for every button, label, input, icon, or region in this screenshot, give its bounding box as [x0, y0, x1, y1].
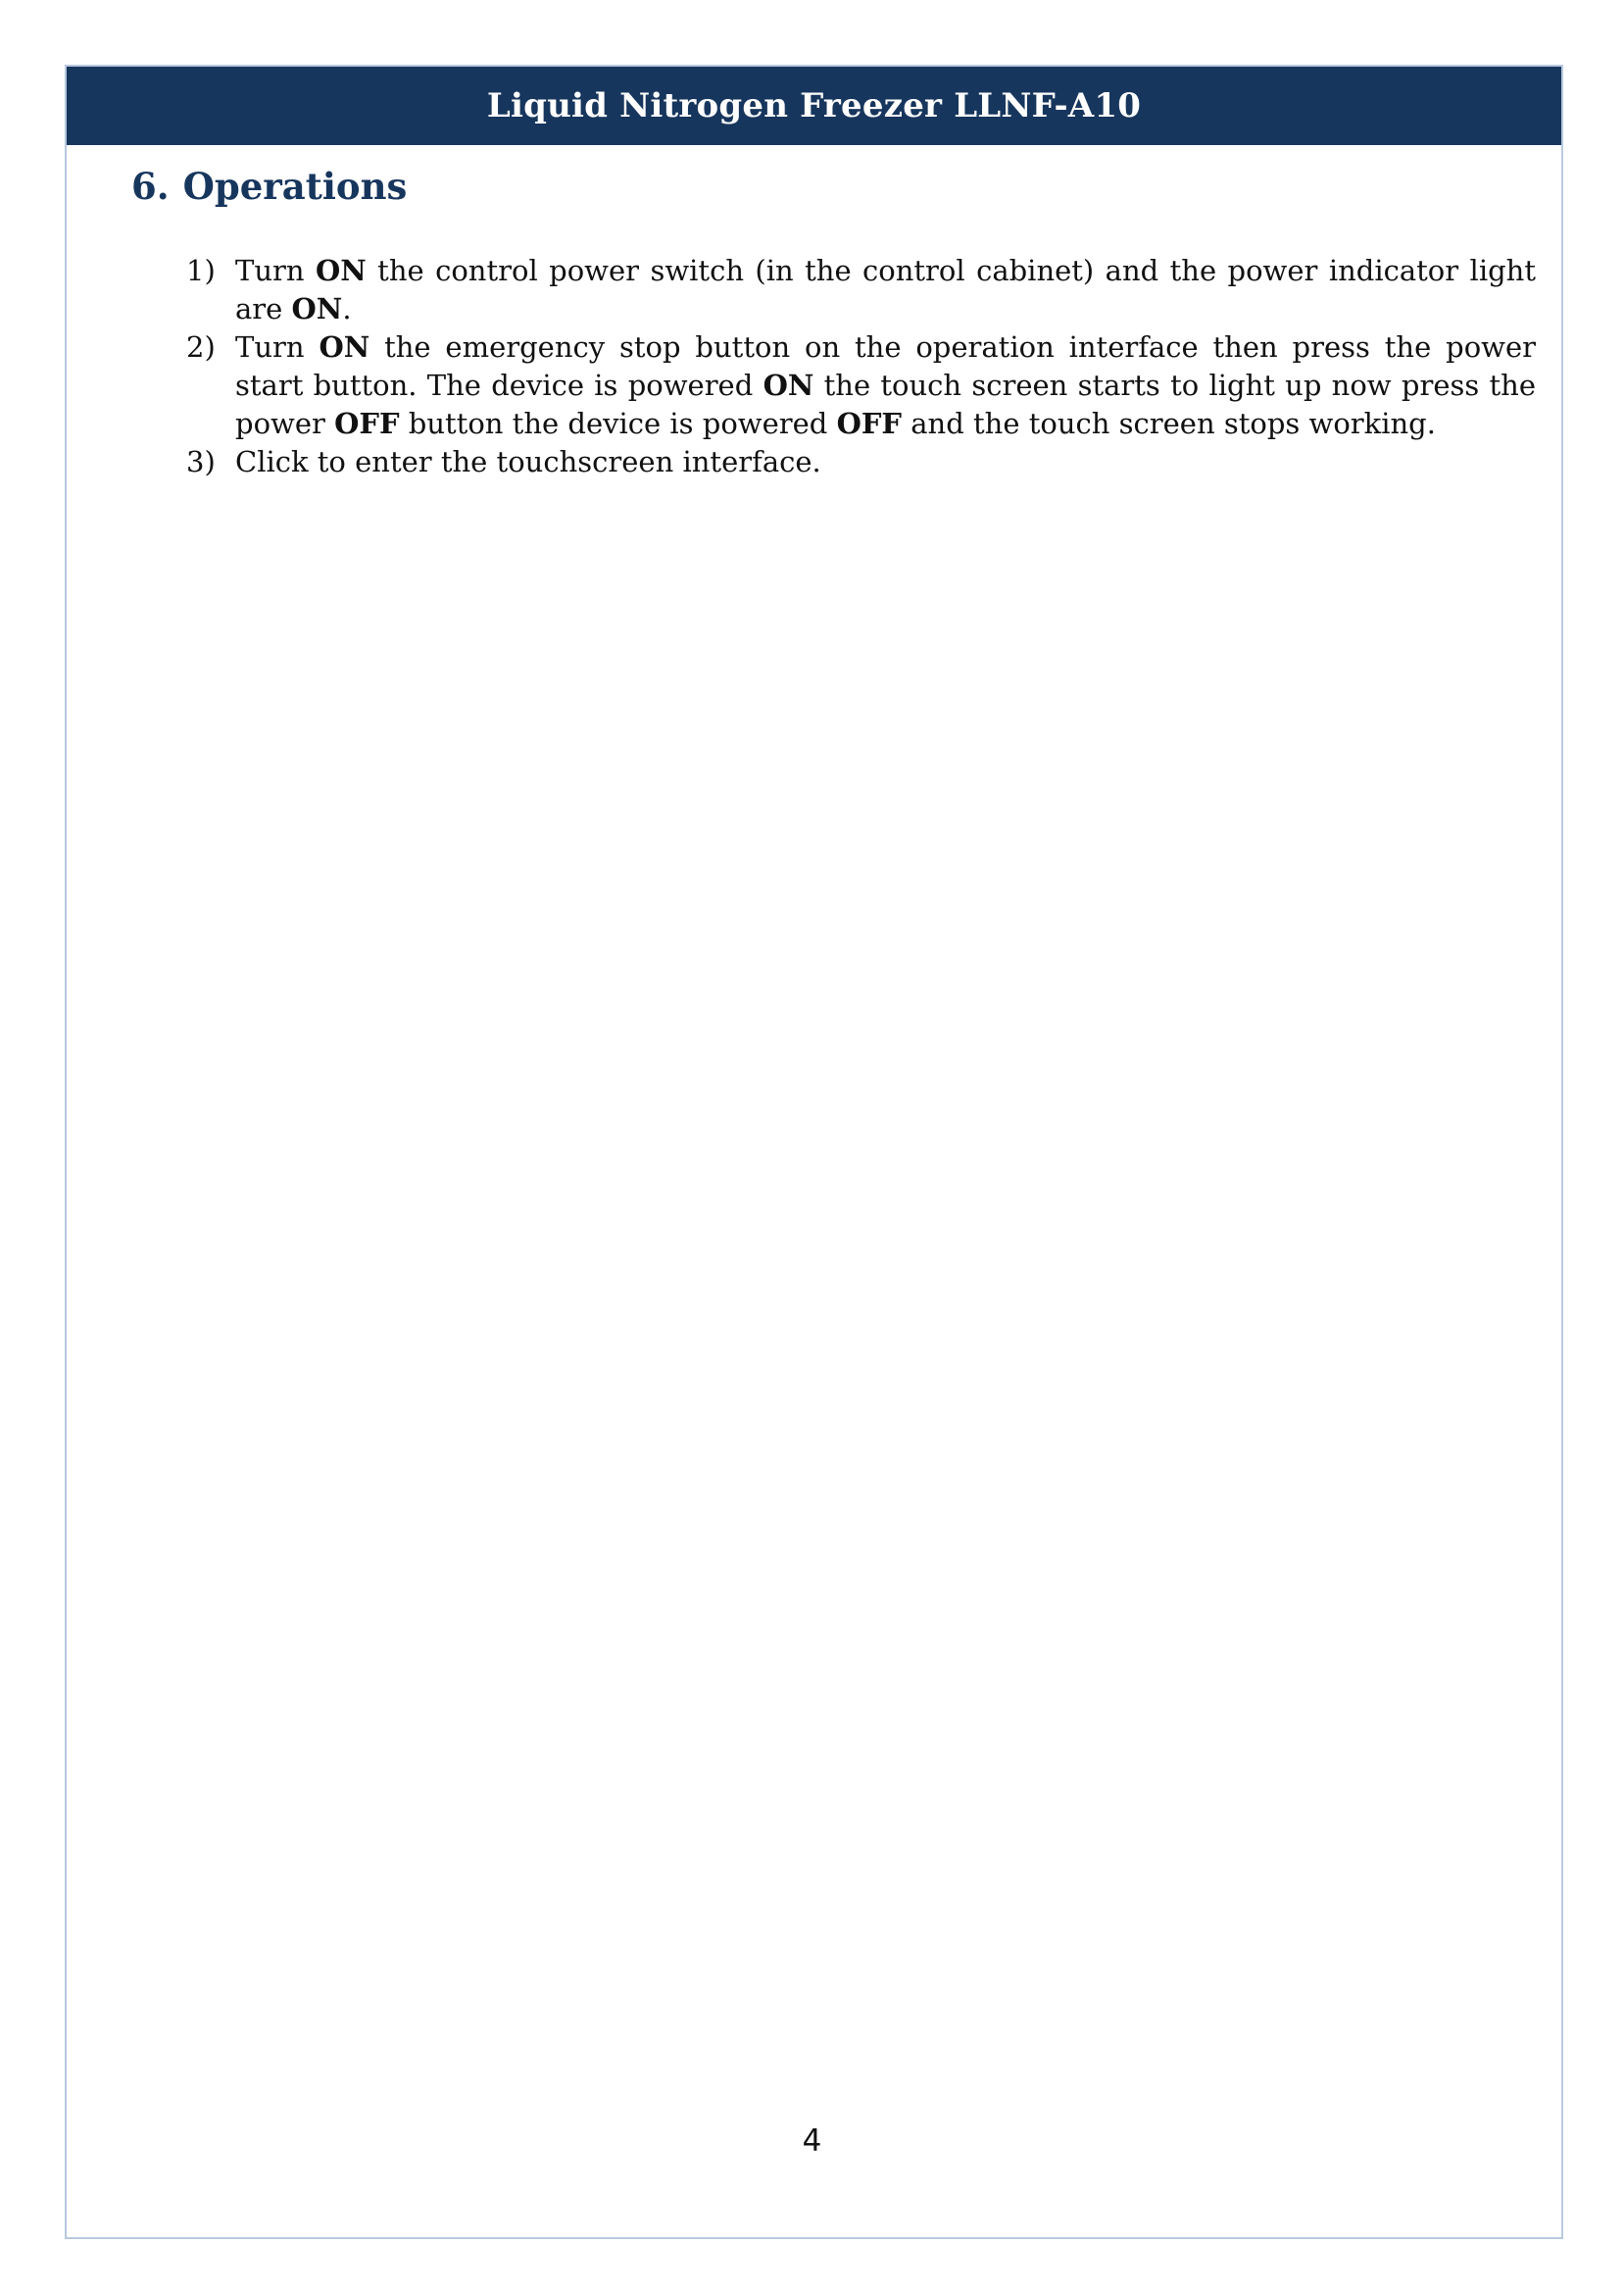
section-heading: [131, 165, 407, 208]
bold-keyword: OFF: [334, 407, 400, 440]
step-number: 3): [186, 445, 216, 478]
operations-list: [0, 252, 1624, 481]
step-text: [235, 328, 1536, 443]
step-text-run: the control power switch (in the control cabinet) and the power indicator light are: [235, 254, 1536, 325]
step-text-run: and the touch screen stops working.: [902, 407, 1436, 440]
bold-keyword: OFF: [836, 407, 903, 440]
step-number: 2): [186, 330, 216, 364]
step-number: 1): [186, 254, 216, 287]
bold-keyword: ON: [763, 369, 814, 402]
bold-keyword: ON: [315, 254, 367, 287]
step-text: [235, 252, 1536, 328]
operation-step: [0, 443, 1624, 481]
bold-keyword: ON: [319, 330, 370, 364]
bold-keyword: ON: [291, 292, 343, 325]
step-text-run: .: [342, 292, 352, 325]
step-text-run: Click to enter the touchscreen interface.: [235, 445, 821, 478]
step-text-run: the emergency stop button on the operation interface then press the power start button. The device is powered: [235, 330, 1537, 402]
step-text-run: Turn: [235, 330, 320, 364]
section-number: 6.: [131, 165, 170, 208]
step-text-run: the touch screen starts to light up now press the power: [235, 369, 1536, 440]
step-text-run: button the device is powered: [399, 407, 837, 440]
step-text: [235, 443, 1536, 481]
step-text-run: Turn: [235, 254, 316, 287]
operation-step: [0, 328, 1624, 443]
header-bar: [67, 67, 1561, 145]
page-number: 4: [802, 2123, 822, 2159]
section-title: Operations: [182, 165, 408, 208]
operation-step: [0, 252, 1624, 328]
header-title: Liquid Nitrogen Freezer LLNF-A10: [486, 86, 1142, 125]
